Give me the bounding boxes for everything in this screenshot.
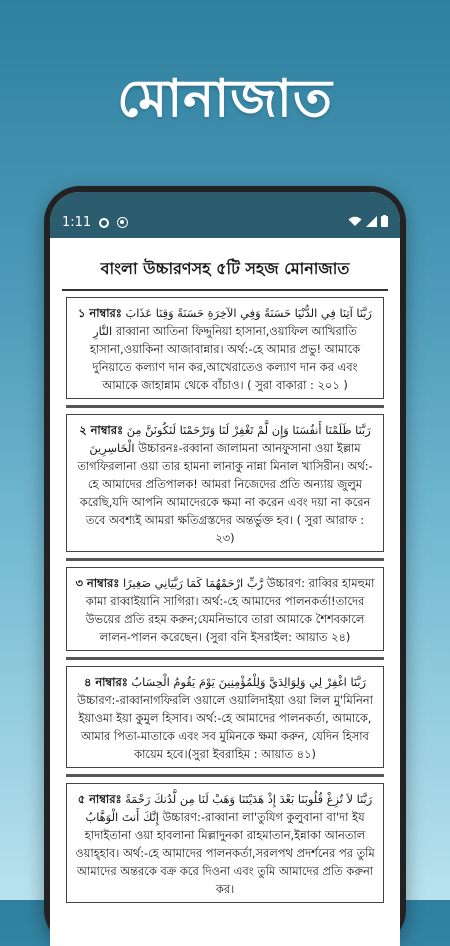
divider [66, 558, 384, 561]
dua-item-4 [66, 666, 384, 768]
dua-text: উচ্চারণ:-রাব্বানা লা'তুযিগ কুলুবানা বা'দা ইয হাদাইতানা ওয়া হাবলানা মিল্লাদুনকা রাহমাতান,ইন্নাকা আনতাল ওয়াহ্হাব। অর্থ:-হে আমাদের পালনকর্তা,সরলপথ প্রদর্শনের পর তুমি আমাদের অন্তরকে বক্র করে দিওনা এবং তুমি আমাদের প্রতি করুনা কর। [75, 810, 375, 896]
dua-arabic: رَبَّنَا لاَ تُزِغْ قُلُوبَنَا بَعْدَ إِذْ هَدَيْتَنَا وَهَبْ لَنَا مِن لَّدُنكَ رَحْمَةً إِنَّكَ أَنتَ الْوَهَّابُ [85, 792, 373, 824]
signal-icon [366, 216, 377, 227]
wifi-icon [348, 216, 362, 227]
dua-arabic: رَّبِّ ارْحَمْهُمَا كَمَا رَبَّيَانِي صَغِيرًا [122, 576, 264, 590]
dua-arabic: رَبَّنَا اغْفِرْ لِي وَلِوَالِدَيَّ وَلِلْمُؤْمِنِينَ يَوْمَ يَقُومُ الْحِسَابُ [131, 675, 367, 689]
dua-number: ৪ নাম্বারঃ [83, 675, 128, 689]
phone-frame [44, 186, 406, 946]
dua-number: ১ নাম্বারঃ [78, 306, 122, 320]
status-time: 1:11 [62, 215, 92, 230]
notification-icon [117, 217, 128, 228]
battery-icon [381, 215, 388, 227]
dua-number: ২ নাম্বারঃ [79, 423, 124, 437]
status-bar [50, 192, 400, 238]
gear-icon [99, 218, 109, 228]
status-right [348, 215, 388, 227]
dua-arabic: رَبَّنَا ظَلَمْنَا أَنفُسَنَا وَإِن لَّمْ تَغْفِرْ لَنَا وَتَرْحَمْنَا لَنَكُونَنَّ مِنَ الْخَاسِرِينَ [89, 423, 371, 455]
hero-title: মোনাজাত [117, 69, 333, 129]
phone-screen [50, 192, 400, 946]
dua-text: রাব্বানা আতিনা ফিদ্দুনিয়া হাসানা,ওয়াফিল আখিরাতি হাসানা,ওয়াকিনা আজাবান্নার। অর্থ:-হে আমার প্রভু! আমাকে দুনিয়াতে কল্যাণ দান কর,আখেরাতেও কল্যাণ দান কর এবং আমাকে জাহান্নাম থেকে বাঁচাও। ( সুরা বাকারা : ২০১ ) [89, 324, 361, 392]
dua-item-3 [66, 567, 384, 651]
dua-text: উচ্চারণ:-রাব্বানাগফিরলি ওয়ালে ওয়ালিদাইয়া ওয়া লিল মু'মিনিনা ইয়াওমা ইয়া কুমুল হিসাব। অর্থ:-হে আমাদের পালনকর্তা, আমাকে, আমার পিতা-মাতাকে এবং সব মুমিনকে ক্ষমা করুন, যেদিন হিসাব কায়েম হবে।(সুরা ইবরাহিম : আয়াত ৪১) [77, 693, 373, 761]
dua-item-5 [66, 783, 384, 903]
page-title: বাংলা উচ্চারণসহ ৫টি সহজ মোনাজাত [62, 256, 388, 291]
dua-content [50, 238, 400, 903]
dua-arabic: رَبَّنَا آتِنَا فِي الدُّنْيَا حَسَنَةً وَفِي الآخِرَةِ حَسَنَةً وَقِنَا عَذَابَ النَّارِ [93, 306, 372, 338]
divider [66, 405, 384, 408]
dua-item-1 [66, 297, 384, 399]
dua-item-2 [66, 414, 384, 552]
divider [66, 657, 384, 660]
dua-number: ৫ নাম্বারঃ [77, 792, 122, 806]
dua-number: ৩ নাম্বারঃ [75, 576, 120, 590]
status-left [62, 215, 128, 230]
dua-text: উচ্চারনঃ-রব্বানা জালামনা আনফুসানা ওয়া ইল্লাম তাগফিরলানা ওয়া তার হামনা লানাকু নান্না মিনাল খাসিরীন। অর্থ:-হে আমাদের প্রতিপালক! আমরা নিজেদের প্রতি অন্যায় জুলুম করেছি,যদি আপনি আমাদেরকে ক্ষমা না করেন এবং দয়া না করেন তবে অবশ্যই আমরা ক্ষতিগ্রস্তদের অন্তর্ভুক্ত হব। ( সুরা আরাফ : ২৩) [77, 441, 373, 545]
dua-text: উচ্চারণ: রাব্বির হামহুমা কামা রাব্বাইয়ানি সাগিরা। অর্থ:-হে আমাদের পালনকর্তা!তাদের উভয়ের প্রতি রহম করুন;যেমনিভাবে তারা আমাকে শৈশবকালে লালন-পালন করেছেন। (সুরা বনি ইসরাইল: আয়াত ২৪) [85, 576, 375, 644]
divider [66, 774, 384, 777]
